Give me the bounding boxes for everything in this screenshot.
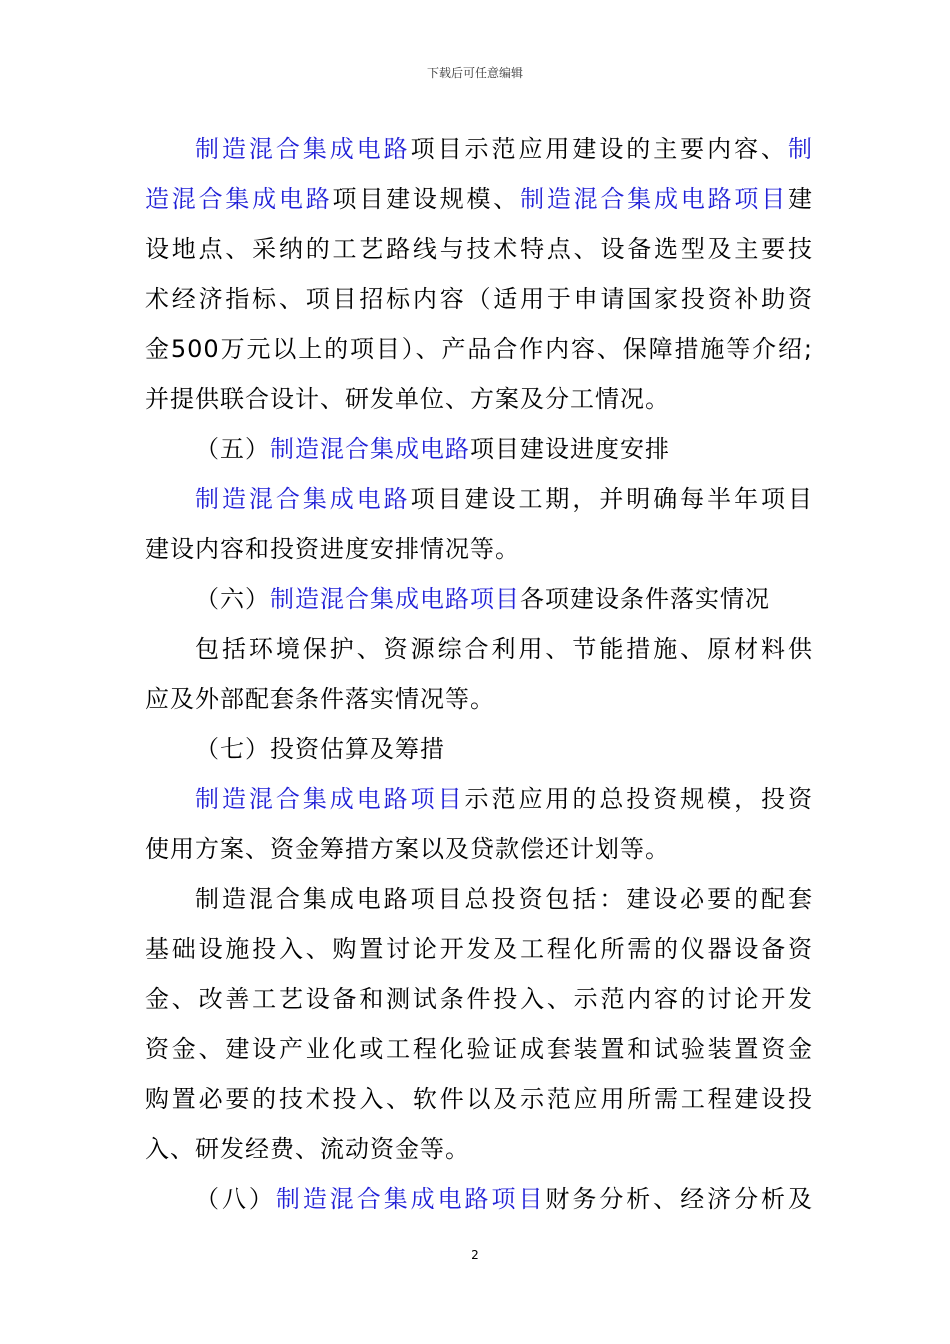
text-line	[145, 574, 813, 624]
text-line	[145, 374, 813, 424]
body-text: （五）	[195, 435, 270, 463]
body-text: 金、改善工艺设备和测试条件投入、示范内容的讨论开发	[145, 985, 813, 1013]
body-text: （八）	[195, 1185, 276, 1213]
body-text: （六）	[195, 585, 270, 613]
body-text: （七）投资估算及筹措	[195, 735, 445, 763]
document-body	[145, 124, 813, 1224]
page-number: 2	[471, 1248, 479, 1262]
body-text: 入、研发经费、流动资金等。	[145, 1135, 470, 1163]
text-line	[145, 274, 813, 324]
body-text: 使用方案、资金筹措方案以及贷款偿还计划等。	[145, 835, 670, 863]
text-line	[145, 424, 813, 474]
highlighted-text: 制造混合集成电路	[195, 135, 411, 163]
highlighted-text: 制造混合集成电路	[270, 435, 470, 463]
body-text: 应及外部配套条件落实情况等。	[145, 685, 495, 713]
text-line	[145, 624, 813, 674]
body-text: 包括环境保护、资源综合利用、节能措施、原材料供	[195, 635, 813, 663]
highlighted-text: 制造混合集成电路项目	[270, 585, 520, 613]
body-text: 建	[788, 185, 814, 213]
highlighted-text: 制造混合集成电路项目	[520, 185, 789, 213]
text-line	[145, 674, 813, 724]
text-line	[145, 824, 813, 874]
text-line	[145, 1174, 813, 1224]
text-line	[145, 324, 813, 374]
text-line	[145, 1074, 813, 1124]
body-text: 制造混合集成电路项目总投资包括：建设必要的配套	[195, 885, 813, 913]
body-text: 术经济指标、项目招标内容（适用于申请国家投资补助资	[145, 285, 813, 313]
text-line	[145, 974, 813, 1024]
text-line	[145, 474, 813, 524]
body-text: 购置必要的技术投入、软件以及示范应用所需工程建设投	[145, 1085, 813, 1113]
body-text: 并提供联合设计、研发单位、方案及分工情况。	[145, 385, 670, 413]
page-header: 下载后可任意编辑	[426, 66, 523, 80]
text-line	[145, 174, 813, 224]
text-line	[145, 1124, 813, 1174]
body-text: 建设内容和投资进度安排情况等。	[145, 535, 520, 563]
text-line	[145, 124, 813, 174]
body-text: 金500万元以上的项目）、产品合作内容、保障措施等介绍;	[145, 335, 813, 363]
text-line	[145, 874, 813, 924]
text-line	[145, 724, 813, 774]
body-text: 示范应用的总投资规模，投资	[464, 785, 814, 813]
body-text: 项目建设进度安排	[470, 435, 670, 463]
highlighted-text: 造混合集成电路	[145, 185, 333, 213]
text-line	[145, 774, 813, 824]
body-text: 项目示范应用建设的主要内容、	[410, 135, 789, 163]
body-text: 设地点、采纳的工艺路线与技术特点、设备选型及主要技	[145, 235, 813, 263]
highlighted-text: 制	[788, 135, 814, 163]
body-text: 各项建设条件落实情况	[520, 585, 770, 613]
body-text: 项目建设规模、	[332, 185, 521, 213]
text-line	[145, 524, 813, 574]
highlighted-text: 制造混合集成电路项目	[195, 785, 465, 813]
text-line	[145, 1024, 813, 1074]
body-text: 项目建设工期，并明确每半年项目	[410, 485, 814, 513]
body-text: 资金、建设产业化或工程化验证成套装置和试验装置资金	[145, 1035, 813, 1063]
body-text: 基础设施投入、购置讨论开发及工程化所需的仪器设备资	[145, 935, 813, 963]
text-line	[145, 924, 813, 974]
text-line	[145, 224, 813, 274]
body-text: 财务分析、经济分析及	[545, 1185, 814, 1213]
highlighted-text: 制造混合集成电路	[195, 485, 411, 513]
highlighted-text: 制造混合集成电路项目	[275, 1185, 546, 1213]
